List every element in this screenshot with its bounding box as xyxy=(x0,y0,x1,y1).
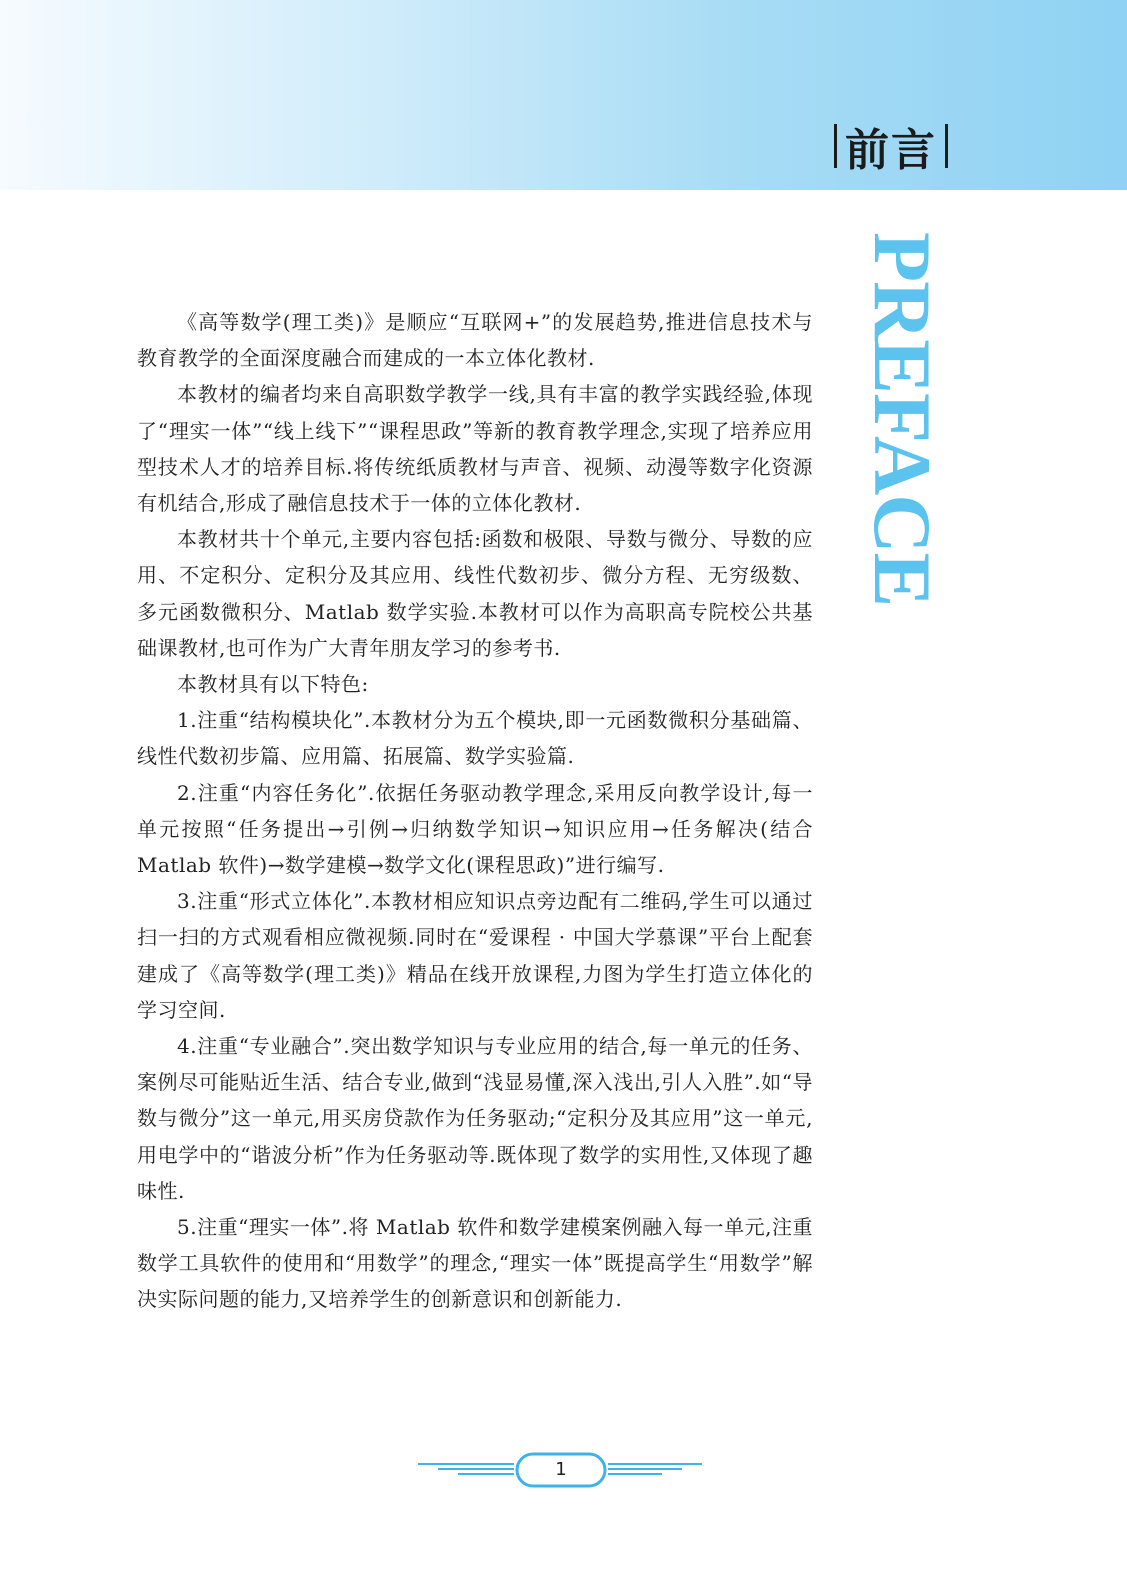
page-number: 1 xyxy=(555,1459,567,1480)
paragraph-feature-5: 5.注重“理实一体”.将 Matlab 软件和数学建模案例融入每一单元,注重数学工具软件的使用和“用数学”的理念,“理实一体”既提高学生“用数学”解决实际问题的能力,又培养学生的创新意识和创新能力. xyxy=(137,1215,813,1312)
preface-watermark-text: PREFACE xyxy=(857,232,948,607)
page-title: 前言 xyxy=(845,125,937,176)
paragraph-features-heading: 本教材具有以下特色: xyxy=(177,672,369,697)
page-footer xyxy=(410,1448,710,1494)
paragraph-feature-1: 1.注重“结构模块化”.本教材分为五个模块,即一元函数微积分基础篇、线性代数初步篇、应用篇、拓展篇、数学实验篇. xyxy=(137,708,813,769)
paragraph-contents: 本教材共十个单元,主要内容包括:函数和极限、导数与微分、导数的应用、不定积分、定积分及其应用、线性代数初步、微分方程、无穷级数、多元函数微积分、Matlab 数学实验.本教材可以作为高职高专院校公共基础课教材,也可作为广大青年朋友学习的参考书. xyxy=(137,527,813,660)
paragraph-feature-4: 4.注重“专业融合”.突出数学知识与专业应用的结合,每一单元的任务、案例尽可能贴近生活、结合专业,做到“浅显易懂,深入浅出,引人入胜”.如“导数与微分”这一单元,用买房贷款作为任务驱动;“定积分及其应用”这一单元,用电学中的“谐波分析”作为任务驱动等.既体现了数学的实用性,又体现了趣味性. xyxy=(137,1034,813,1203)
title-bar-right xyxy=(945,124,948,168)
preface-body xyxy=(137,304,813,1318)
paragraph-authors: 本教材的编者均来自高职数学教学一线,具有丰富的教学实践经验,体现了“理实一体”“线上线下”“课程思政”等新的教育教学理念,实现了培养应用型技术人才的培养目标.将传统纸质教材与声音、视频、动漫等数字化资源有机结合,形成了融信息技术于一体的立体化教材. xyxy=(137,382,813,516)
title-bar-left xyxy=(834,124,837,168)
header-band xyxy=(0,0,1127,190)
section-title xyxy=(826,118,956,174)
preface-watermark xyxy=(857,232,948,607)
paragraph-feature-2: 2.注重“内容任务化”.依据任务驱动教学理念,采用反向教学设计,每一单元按照“任务提出→引例→归纳数学知识→知识应用→任务解决(结合 Matlab 软件)→数学建模→数学文化(课程思政)”进行编写. xyxy=(137,780,813,878)
paragraph-feature-3: 3.注重“形式立体化”.本教材相应知识点旁边配有二维码,学生可以通过扫一扫的方式观看相应微视频.同时在“爱课程 · 中国大学慕课”平台上配套建成了《高等数学(理工类)》精品在线开放课程,力图为学生打造立体化的学习空间. xyxy=(137,889,813,1022)
paragraph-intro: 《高等数学(理工类)》是顺应“互联网+”的发展趋势,推进信息技术与教育教学的全面深度融合而建成的一本立体化教材. xyxy=(137,310,813,371)
